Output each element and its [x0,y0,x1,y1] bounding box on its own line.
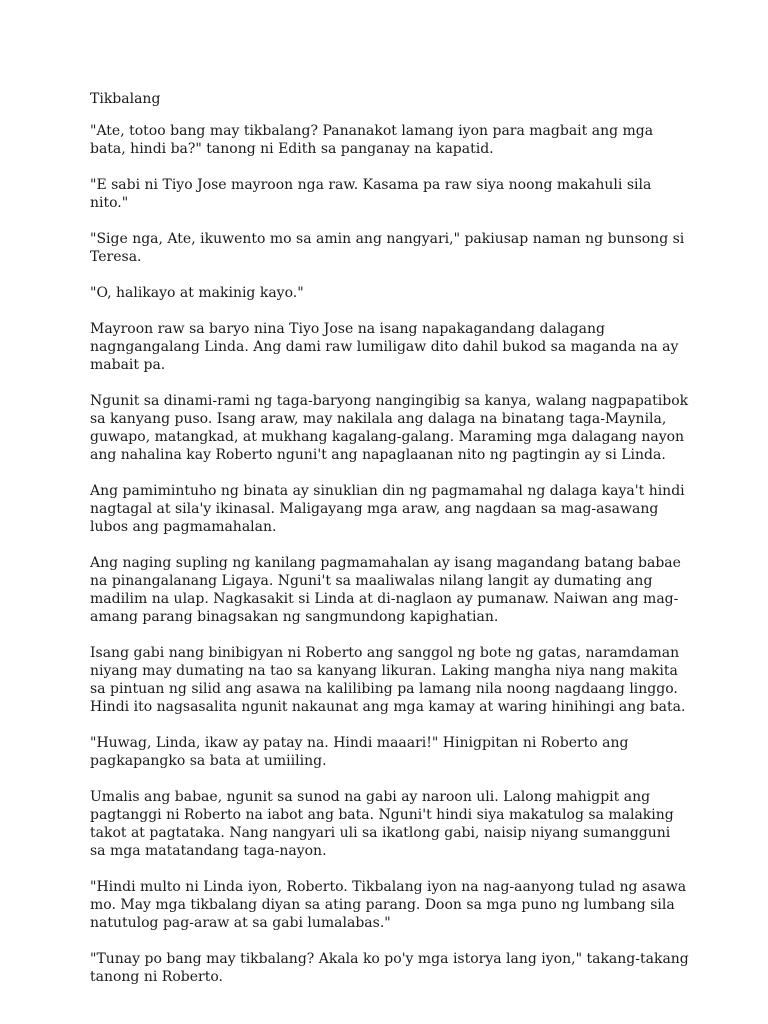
paragraph: "E sabi ni Tiyo Jose mayroon nga raw. Kasama pa raw siya noong makahuli sila nito." [90,177,652,211]
paragraph: "Tunay po bang may tikbalang? Akala ko po'y mga istorya lang iyon," takang-takang tanong ni Roberto. [90,951,689,985]
paragraph: "Sige nga, Ate, ikuwento mo sa amin ang nangyari," pakiusap naman ng bunsong si Teresa. [90,231,685,265]
paragraph: Isang gabi nang binibigyan ni Roberto ang sanggol ng bote ng gatas, naramdaman niyang may dumating na tao sa kanyang likuran. Laking mangha niya nang makita sa pintuan ng silid ang asawa na kalilibing pa lamang nila noong nagdaang linggo. Hindi ito nagsasalita ngunit nakaunat ang mga kamay at waring hinihingi ang bata. [90,645,686,715]
paragraph: "Huwag, Linda, ikaw ay patay na. Hindi maaari!" Hinigpitan ni Roberto ang pagkapangko sa bata at umiiling. [90,735,629,769]
paragraph: "Ate, totoo bang may tikbalang? Pananakot lamang iyon para magbait ang mga bata, hindi ba?" tanong ni Edith sa panganay na kapatid. [90,123,654,157]
paragraph: Ang naging supling ng kanilang pagmamahalan ay isang magandang batang babae na pinangalanang Ligaya. Nguni't sa maaliwalas nilang langit ay dumating ang madilim na ulap. Nagkasakit si Linda at di-naglaon ay pumanaw. Naiwan ang mag-amang parang binagsakan ng sangmundong kapighatian. [90,555,681,625]
paragraph: "Hindi multo ni Linda iyon, Roberto. Tikbalang iyon na nag-aanyong tulad ng asawa mo. May mga tikbalang diyan sa ating parang. Doon sa mga puno ng lumbang sila natutulog pag-araw at sa gabi lumalabas." [90,879,687,931]
document-body [90,90,690,1004]
paragraph: Umalis ang babae, ngunit sa sunod na gabi ay naroon uli. Lalong mahigpit ang pagtanggi ni Roberto na iabot ang bata. Nguni't hindi siya makatulog sa malaking takot at pagtataka. Nang nangyari uli sa ikatlong gabi, naisip niyang sumangguni sa mga matatandang taga-nayon. [90,789,674,859]
paragraph: Ang pamimintuho ng binata ay sinuklian din ng pagmamahal ng dalaga kaya't hindi nagtagal at sila'y ikinasal. Maligayang mga araw, ang nagdaan sa mag-asawang lubos ang pagmamahalan. [90,483,685,535]
paragraph: Ngunit sa dinami-rami ng taga-baryong nangingibig sa kanya, walang nagpapatibok sa kanyang puso. Isang araw, may nakilala ang dalaga na binatang taga-Maynila, guwapo, matangkad, at mukhang kagalang-galang. Maraming mga dalagang nayon ang nahalina kay Roberto nguni't ang napaglaanan nito ng pagtingin ay si Linda. [90,393,689,463]
paragraph: Mayroon raw sa baryo nina Tiyo Jose na isang napakagandang dalagang nagngangalang Linda. Ang dami raw lumiligaw dito dahil bukod sa maganda na ay mabait pa. [90,321,679,373]
paragraph: "O, halikayo at makinig kayo." [90,285,304,301]
document-title: Tikbalang [90,91,161,107]
